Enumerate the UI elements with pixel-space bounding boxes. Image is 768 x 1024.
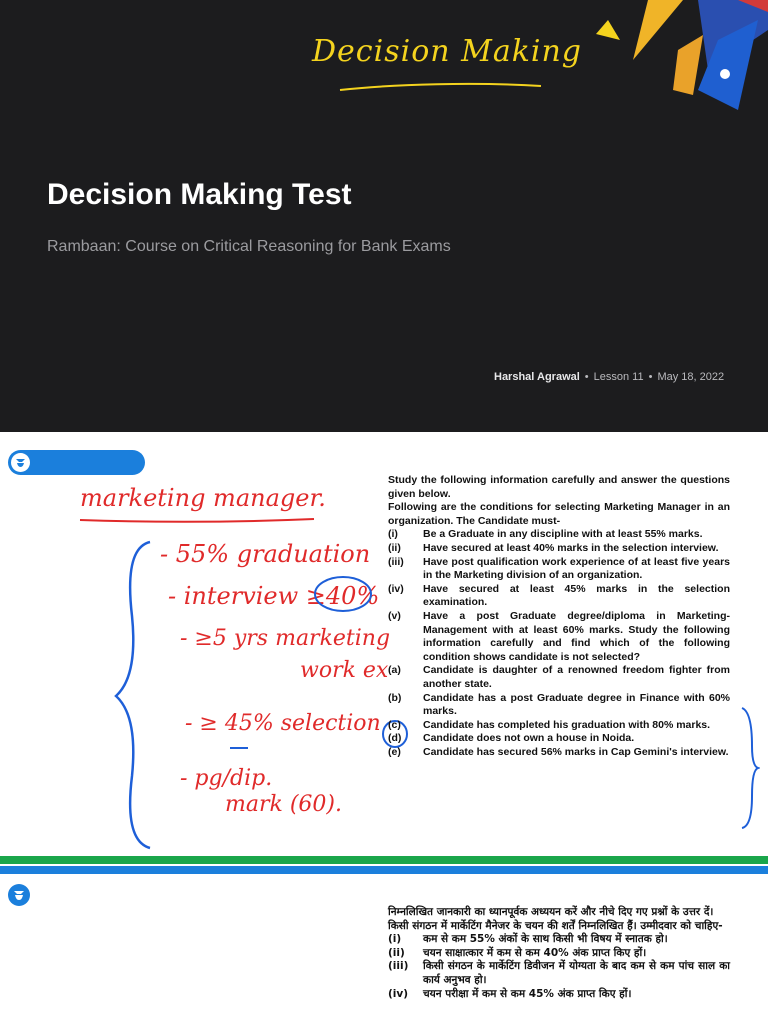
lesson-meta: Harshal Agrawal • Lesson 11 • May 18, 2022	[494, 371, 725, 383]
divider-green	[0, 856, 768, 864]
divider-blue	[0, 866, 768, 874]
hindi-condition-item	[388, 947, 730, 961]
note-work-ex: work ex	[300, 658, 389, 683]
note-pg-dip: - pg/dip.	[180, 766, 273, 791]
note-graduation: - 55% graduation	[160, 540, 371, 568]
condition-text: Be a Graduate in any discipline with at least 55% marks.	[423, 528, 703, 541]
condition-label: (iii)	[388, 555, 404, 568]
option-label: (e)	[388, 745, 401, 758]
question-intro: Study the following information carefully and answer the questions given below.	[388, 474, 730, 500]
hindi-conditions-intro: किसी संगठन में मार्केटिंग मैनेजर के चयन की शर्तें निम्नलिखित हैं। उम्मीदवार को चाहिए-	[388, 919, 723, 932]
option-text: Candidate has completed his graduation with 80% marks.	[423, 718, 711, 731]
unacademy-logo-icon	[8, 884, 30, 906]
condition-label: (iv)	[388, 582, 404, 595]
condition-text: चयन साक्षात्कार में कम से कम 40% अंक प्राप्त किए हों।	[423, 946, 647, 959]
condition-text: किसी संगठन के मार्केटिंग डिवीजन में योग्यता के बाद कम से कम पांच साल का कार्य अनुभव हो।	[423, 960, 730, 986]
note-experience: - ≥5 yrs marketing	[180, 626, 391, 651]
condition-item	[388, 610, 730, 664]
condition-label: (ii)	[388, 946, 405, 959]
option-label: (c)	[388, 718, 401, 731]
hindi-question-text	[388, 906, 730, 1001]
condition-label: (i)	[388, 933, 402, 946]
condition-item	[388, 528, 730, 542]
hindi-slide	[0, 876, 768, 1024]
author-name: Harshal Agrawal	[494, 371, 580, 383]
options-bracket	[740, 706, 760, 830]
lesson-number: Lesson 11	[593, 371, 644, 383]
hindi-condition-item	[388, 960, 730, 987]
unacademy-logo-icon	[11, 453, 30, 472]
option-label: (a)	[388, 664, 401, 677]
condition-item	[388, 542, 730, 556]
note-mark-blue	[228, 744, 250, 752]
condition-label: (iv)	[388, 987, 409, 1000]
note-interview: - interview ≥40%	[168, 582, 380, 610]
hindi-intro: निम्नलिखित जानकारी का ध्यानपूर्वक अध्ययन करें और नीचे दिए गए प्रश्नों के उत्तर दें।	[388, 906, 714, 918]
option-label: (d)	[388, 732, 402, 745]
question-slide	[0, 436, 768, 856]
condition-label: (ii)	[388, 541, 401, 554]
hindi-condition-item	[388, 933, 730, 947]
option-label: (b)	[388, 691, 402, 704]
condition-item	[388, 556, 730, 583]
brand-pill	[8, 450, 145, 475]
option-text: Candidate does not own a house in Noida.	[423, 732, 635, 745]
answer-option	[388, 732, 730, 746]
note-circle	[312, 574, 374, 614]
conditions-intro: Following are the conditions for selecting Marketing Manager in an organization. The Candidate must-	[388, 501, 730, 527]
condition-label: (i)	[388, 528, 398, 541]
condition-text: कम से कम 55% अंकों के साथ किसी भी विषय में स्नातक हो।	[423, 933, 668, 946]
note-heading-underline	[78, 516, 318, 526]
question-text	[388, 474, 730, 759]
lesson-date: May 18, 2022	[657, 371, 725, 383]
condition-label: (iii)	[388, 960, 409, 973]
hindi-condition-item	[388, 988, 730, 1002]
title-slide	[0, 0, 768, 432]
note-selection: - ≥ 45% selection	[185, 711, 381, 736]
condition-text: Have a post Graduate degree/diploma in Marketing-Management with at least 60% marks. Study the following information carefully and find which of the following condition shows candidate is not selected?	[423, 609, 730, 663]
answer-option	[388, 746, 730, 760]
condition-text: चयन परीक्षा में कम से कम 45% अंक प्राप्त किए हों।	[423, 987, 632, 1000]
condition-label: (v)	[388, 609, 401, 622]
answer-option	[388, 664, 730, 691]
note-brace	[110, 536, 160, 856]
answer-option	[388, 692, 730, 719]
option-text: Candidate is daughter of a renowned freedom fighter from another state.	[423, 664, 730, 690]
pen-decoration-icon	[588, 0, 768, 130]
condition-text: Have post qualification work experience of at least five years in the Marketing division of an organization.	[423, 555, 730, 582]
option-text: Candidate has a post Graduate degree in Finance with 60% marks.	[423, 691, 730, 718]
handwritten-title: Decision Making	[312, 34, 583, 69]
note-heading: marketing manager.	[80, 484, 326, 512]
condition-text: Have secured at least 45% marks in the selection examination.	[423, 582, 730, 609]
answer-option	[388, 719, 730, 733]
option-text: Candidate has secured 56% marks in Cap Gemini's interview.	[423, 745, 729, 758]
handwritten-underline	[336, 80, 546, 100]
condition-item	[388, 583, 730, 610]
course-subtitle: Rambaan: Course on Critical Reasoning for Bank Exams	[47, 238, 451, 255]
note-marks: mark (60).	[225, 792, 342, 817]
page-title: Decision Making Test	[47, 178, 352, 211]
condition-text: Have secured at least 40% marks in the selection interview.	[423, 541, 719, 554]
